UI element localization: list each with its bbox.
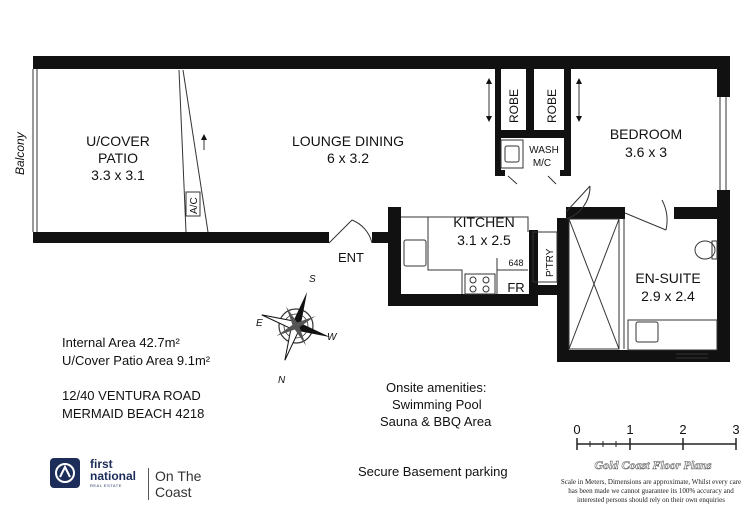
address-line-1: 12/40 VENTURA ROAD (62, 388, 201, 403)
ensuite-name: EN-SUITE (635, 270, 701, 286)
kitchen-dims: 3.1 x 2.5 (457, 232, 511, 248)
parking: Secure Basement parking (358, 464, 508, 479)
address-line-2: MERMAID BEACH 4218 (62, 406, 205, 421)
compass-w: W (327, 332, 337, 343)
ac-label: A/C (189, 197, 200, 214)
scale-label-0: 0 (573, 422, 581, 437)
compass-n: N (278, 375, 286, 386)
balcony-label: Balcony (13, 132, 27, 175)
scale-label-2: 2 (679, 422, 687, 437)
ptry-label: P'TRY (545, 248, 556, 277)
wash-label-2: M/C (532, 158, 552, 169)
bedroom-dims: 3.6 x 3 (624, 144, 668, 160)
plans-brand: Gold Coast Floor Plans (594, 458, 712, 472)
patio-name-2: PATIO (98, 150, 138, 166)
compass-e: E (256, 318, 263, 329)
brand-real-estate: REAL ESTATE (90, 483, 122, 488)
robe-label-2: ROBE (545, 88, 559, 123)
fr-label: FR (507, 280, 525, 295)
patio-dims: 3.3 x 3.1 (91, 167, 145, 183)
dim-648-label: 648 (508, 258, 524, 268)
patio-name-1: U/COVER (86, 133, 150, 149)
compass-s: S (309, 274, 316, 285)
brand-logo (50, 457, 240, 500)
wash-label-1: WASH (529, 145, 559, 156)
disclaimer: Scale in Meters, Dimensions are approximate, Whilst every care has been made we cannot guarantee its 100% accuracy and interested persons should rely on their own enquiries (560, 478, 742, 504)
scale-label-3: 3 (732, 422, 740, 437)
amenity-sauna: Sauna & BBQ Area (380, 414, 492, 429)
scale-bar (577, 438, 736, 450)
first-national-logo-icon (50, 458, 84, 488)
bedroom-name: BEDROOM (609, 126, 683, 142)
brand-national: national (90, 469, 137, 483)
lounge-dims: 6 x 3.2 (326, 150, 370, 166)
scale-label-1: 1 (626, 422, 634, 437)
internal-area: Internal Area 42.7m² (62, 335, 180, 350)
compass-icon (261, 291, 332, 362)
lounge-name: LOUNGE DINING (291, 133, 405, 149)
brand-first: first (90, 457, 113, 471)
ensuite-dims: 2.9 x 2.4 (641, 288, 695, 304)
amenity-pool: Swimming Pool (392, 397, 482, 412)
kitchen-name: KITCHEN (453, 214, 515, 230)
robe-label-1: ROBE (507, 88, 521, 123)
walls (33, 56, 730, 362)
patio-area: U/Cover Patio Area 9.1m² (62, 353, 211, 368)
ent-label: ENT (338, 250, 364, 265)
brand-branch: On The Coast (148, 468, 240, 500)
amenities-title: Onsite amenities: (386, 380, 487, 395)
